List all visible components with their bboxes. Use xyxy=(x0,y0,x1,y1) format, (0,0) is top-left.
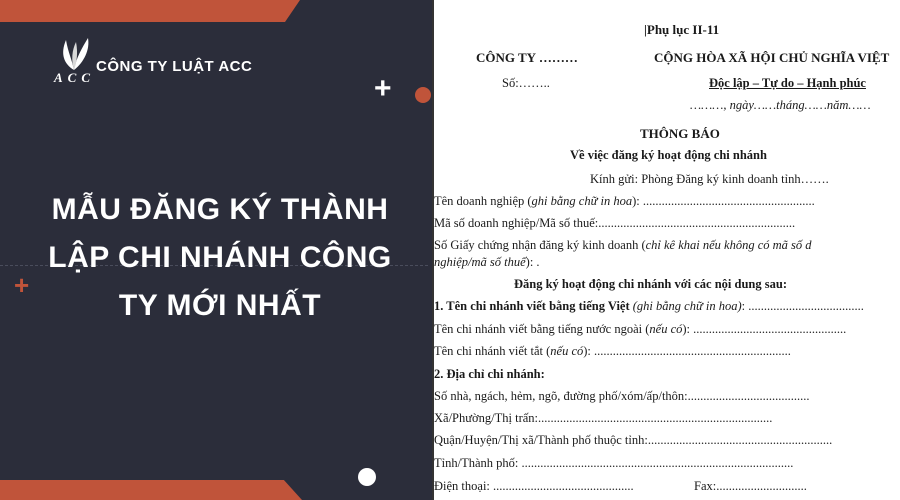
cert-field-continued: nghiệp/mã số thuế): . xyxy=(434,255,540,269)
company-label: CÔNG TY ……… xyxy=(476,50,578,65)
branch-short-name-field: Tên chi nhánh viết tắt (nếu có): ............................................................... xyxy=(434,344,791,358)
motto: Độc lập – Tự do – Hạnh phúc xyxy=(709,76,866,90)
plus-icon: + xyxy=(14,270,30,300)
ward-field: Xã/Phường/Thị trấn:........................................................................... xyxy=(434,411,773,425)
banner xyxy=(0,0,432,500)
decorative-dot xyxy=(358,468,376,486)
phone-field: Điện thoại: ............................................. xyxy=(434,479,634,493)
doc-title: THÔNG BÁO xyxy=(640,126,720,141)
street-field: Số nhà, ngách, hẻm, ngõ, đường phố/xóm/ấp/thôn:....................................... xyxy=(434,389,810,403)
brand-name: CÔNG TY LUẬT ACC xyxy=(96,58,253,75)
appendix-label: |Phụ lục II-11 xyxy=(644,22,720,37)
document-preview xyxy=(432,0,900,500)
accent-stripe-top xyxy=(0,0,300,22)
national-title: CỘNG HÒA XÃ HỘI CHỦ NGHĨA VIỆT xyxy=(654,50,890,65)
section-address-title: 2. Địa chỉ chi nhánh: xyxy=(434,367,545,381)
province-field: Tỉnh/Thành phố: ....................................................................................... xyxy=(434,456,794,470)
decorative-dot xyxy=(415,87,431,103)
recipient: Kính gửi: Phòng Đăng ký kinh doanh tỉnh……. xyxy=(590,172,829,186)
district-field: Quận/Huyện/Thị xã/Thành phố thuộc tỉnh:........................................................... xyxy=(434,433,833,447)
date-line: ………, ngày……tháng……năm…… xyxy=(690,98,871,112)
branch-name-foreign-field: Tên chi nhánh viết bằng tiếng nước ngoài (nếu có): ................................................. xyxy=(434,322,847,336)
section-intro: Đăng ký hoạt động chi nhánh với các nội dung sau: xyxy=(514,277,787,291)
fax-field: Fax:............................. xyxy=(694,479,807,493)
headline: MẪU ĐĂNG KÝ THÀNH LẬP CHI NHÁNH CÔNG TY MỚI NHẤT xyxy=(48,193,392,322)
doc-number: Số:…….. xyxy=(502,76,550,90)
logo-text: ACC xyxy=(54,70,96,85)
tax-code-field: Mã số doanh nghiệp/Mã số thuế:............................................................... xyxy=(434,216,796,230)
branch-name-vn-field: 1. Tên chi nhánh viết bằng tiếng Việt (ghi bằng chữ in hoa): ..................................... xyxy=(434,299,864,313)
accent-stripe-bottom xyxy=(0,480,302,500)
cert-field: Số Giấy chứng nhận đăng ký kinh doanh (chỉ kê khai nếu không có mã số d xyxy=(434,238,812,252)
doc-subtitle: Về việc đăng ký hoạt động chi nhánh xyxy=(570,148,767,162)
company-name-field: Tên doanh nghiệp (ghi bằng chữ in hoa): ....................................................... xyxy=(434,194,815,208)
plus-icon: + xyxy=(374,72,392,105)
